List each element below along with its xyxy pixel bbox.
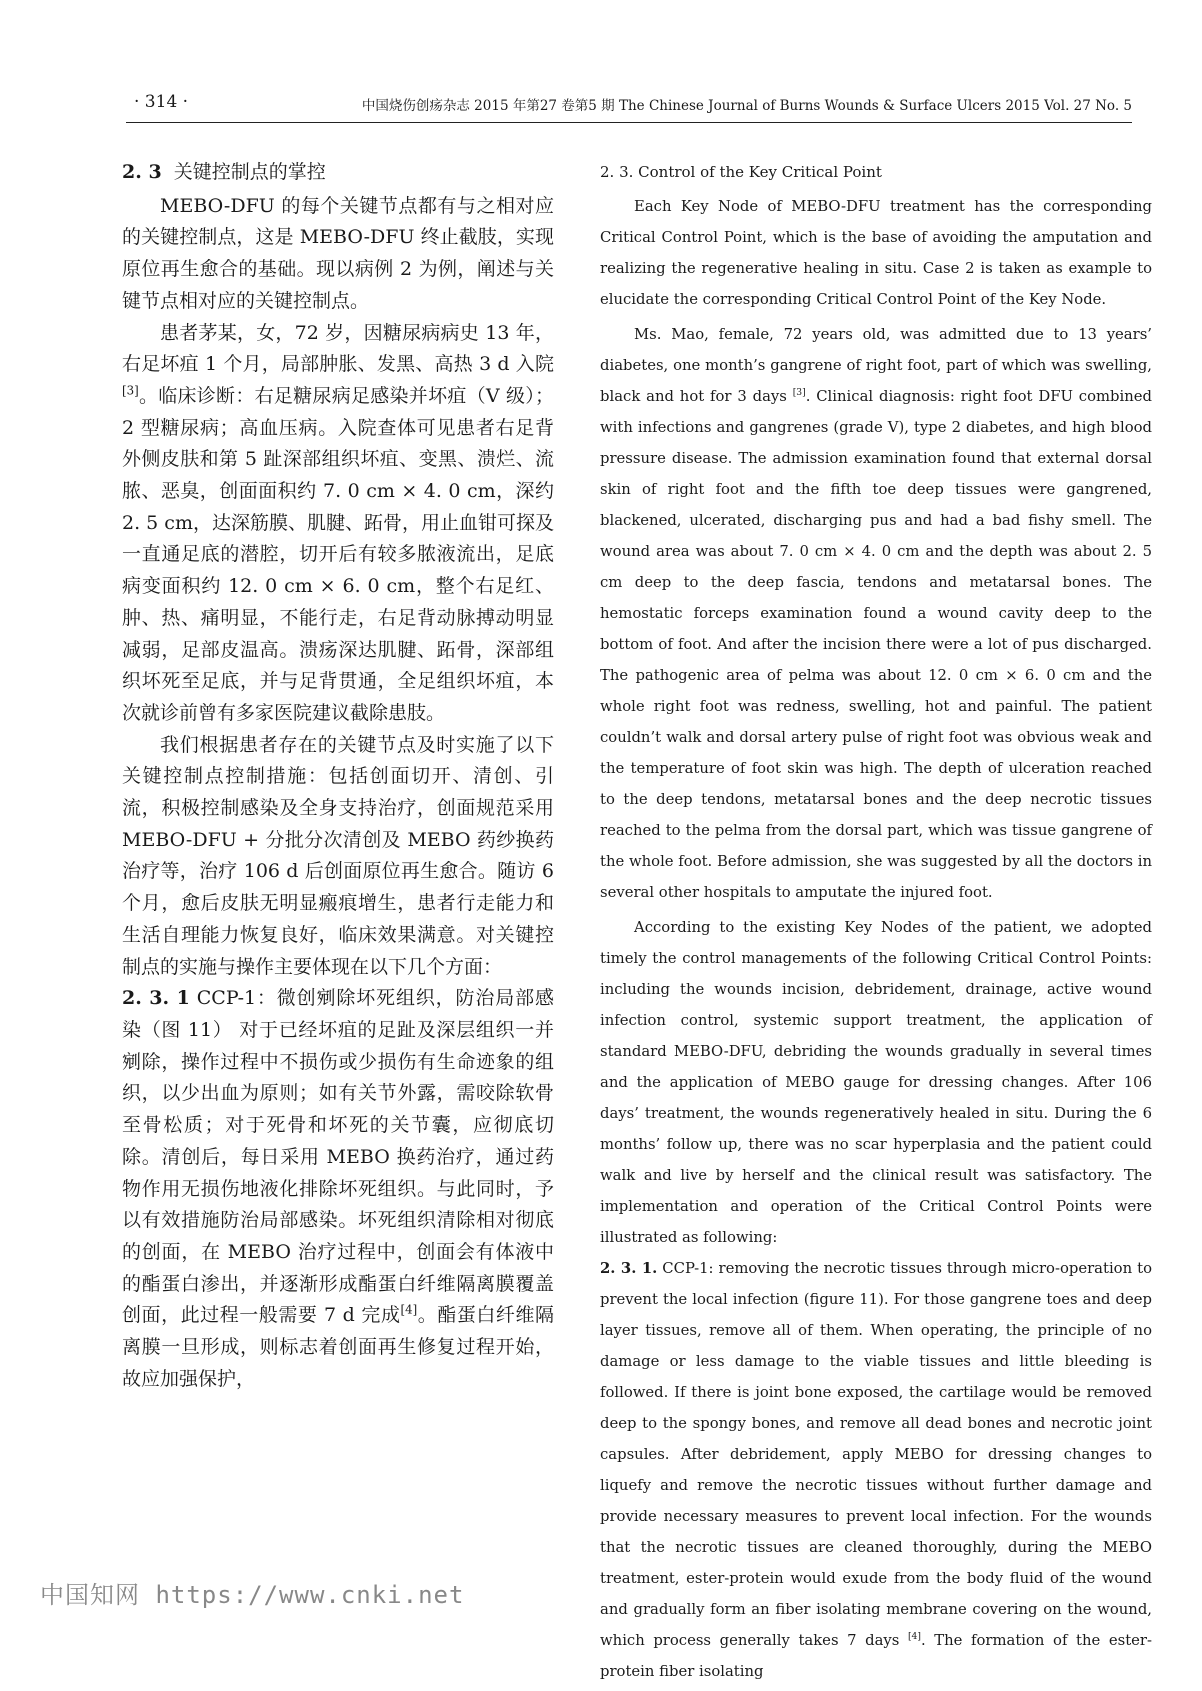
citation-ref: [4] <box>907 1631 921 1643</box>
english-column <box>600 157 1152 1691</box>
section-heading-cn <box>122 157 554 189</box>
paragraph-text: CCP-1：微创剜除坏死组织，防治局部感染（图 11） 对于已经坏疽的足趾及深层组织一并剜除，操作过程中不损伤或少损伤有生命迹象的组织，以少出血为原则；如有关节外露，需咬除软骨至骨松质；对于死骨和坏死的关节囊，应彻底切除。清创后，每日采用 MEBO 换药治疗，通过药物作用无损伤地液化排除坏死组织。与此同时，予以有效措施防治局部感染。坏死组织清除相对彻底的创面，在 MEBO 治疗过程中，创面会有体液中的酯蛋白渗出，并逐渐形成酯蛋白纤维隔离膜覆盖创面，此过程一般需要 7 d 完成 <box>122 987 554 1327</box>
paragraph-en-3: According to the existing Key Nodes of the patient, we adopted timely the control managements of the following Critical Control Points: including the wounds incision, debridement, drainage, active wound infection control, systemic support treatment, the application of standard MEBO-DFU, debriding the wounds gradually in several times and the application of MEBO gauge for dressing changes. After 106 days’ treatment, the wounds regeneratively healed in situ. During the 6 months’ follow up, there was no scar hyperplasia and the patient could walk and live by herself and the clinical result was satisfactory. The implementation and operation of the Critical Control Points were illustrated as following: <box>600 919 1152 1246</box>
subsection-number: 2. 3. 1 <box>122 987 190 1010</box>
paragraph-text: Ms. Mao, female, 72 years old, was admitted due to 13 years’ diabetes, one month’s gangrene of right foot, part of which was swelling, black and hot for 3 days <box>600 326 1152 405</box>
citation-ref: [3] <box>792 387 806 399</box>
paragraph-text: 。临床诊断：右足糖尿病足感染并坏疽（V 级）；2 型糖尿病；高血压病。入院查体可见患者右足背外侧皮肤和第 5 趾深部组织坏疽、变黑、溃烂、流脓、恶臭，创面面积约 7. 0 cm × 4. 0 cm，深约 2. 5 cm，达深筋膜、肌腱、跖骨，用止血钳可探及一直通足底的潜腔，切开后有较多脓液流出，足底病变面积约 12. 0 cm × 6. 0 cm，整个右足红、肿、热、痛明显，不能行走，右足背动脉搏动明显减弱，足部皮温高。溃疡深达肌腱、跖骨，深部组织坏死至足底，并与足背贯通，全足组织坏疽，本次就诊前曾有多家医院建议截除患肢。 <box>122 384 554 724</box>
section-title: 关键控制点的掌控 <box>173 161 326 183</box>
subsection-cn <box>122 983 554 1395</box>
paragraph-text: . The formation of the ester-protein fiber isolating <box>600 1632 1152 1680</box>
running-header <box>126 92 1132 123</box>
paragraph-cn-2 <box>122 318 554 730</box>
paragraph-text: 。酯蛋白纤维隔离膜一旦形成，则标志着创面再生修复过程开始，故应加强保护， <box>122 1304 554 1390</box>
paragraph-en-1: Each Key Node of MEBO-DFU treatment has the corresponding Critical Control Point, which is the base of avoiding the amputation and realizing the regenerative healing in situ. Case 2 is taken as example to elucidate the corresponding Critical Control Point of the Key Node. <box>600 198 1152 308</box>
paragraph-text: CCP-1: removing the necrotic tissues through micro-operation to prevent the local infection (figure 11). For those gangrene toes and deep layer tissues, remove all of them. When operating, the principle of no damage or less damage to the viable tissues and little bleeding is followed. If there is joint bone exposed, the cartilage would be removed deep to the spongy bones, and remove all dead bones and necrotic joint capsules. After debridement, apply MEBO for dressing changes to liquefy and remove the necrotic tissues without further damage and provide necessary measures to prevent local infection. For the wounds that the necrotic tissues are cleaned thoroughly, during the MEBO treatment, ester-protein would exude from the body fluid of the wound and gradually form an fiber isolating membrane covering on the wound, which process generally takes 7 days <box>600 1260 1152 1649</box>
citation-ref: [3] <box>122 383 139 398</box>
page-number: · 314 · <box>134 92 189 112</box>
chinese-column <box>122 157 554 1395</box>
paragraph-en-2 <box>600 319 1152 908</box>
journal-info: 中国烧伤创疡杂志 2015 年第27 卷第5 期 The Chinese Journal of Burns Wounds & Surface Ulcers 2015 Vol. 27 No. 5 <box>361 98 1132 114</box>
cnki-watermark: 中国知网 https://www.cnki.net <box>40 1581 465 1609</box>
section-number: 2. 3 <box>122 161 162 183</box>
paragraph-text: 患者茅某，女，72 岁，因糖尿病病史 13 年，右足坏疽 1 个月，局部肿胀、发黑、高热 3 d 入院 <box>122 321 554 376</box>
subsection-number: 2. 3. 1. <box>600 1260 658 1277</box>
citation-ref: [4] <box>400 1302 418 1317</box>
subsection-en <box>600 1253 1152 1687</box>
paragraph-cn-1: MEBO-DFU 的每个关键节点都有与之相对应的关键控制点，这是 MEBO-DFU 终止截肢，实现原位再生愈合的基础。现以病例 2 为例，阐述与关键节点相对应的关键控制点。 <box>122 194 554 312</box>
section-heading-en: 2. 3. Control of the Key Critical Point <box>600 163 882 181</box>
paragraph-text: . Clinical diagnosis: right foot DFU combined with infections and gangrenes (grade V), type 2 diabetes, and high blood pressure disease. The admission examination found that external dorsal skin of right foot and the fifth toe deep tissues were gangrened, blackened, ulcerated, discharging pus and had a bad fishy smell. The wound area was about 7. 0 cm × 4. 0 cm and the depth was about 2. 5 cm deep to the deep fascia, tendons and metatarsal bones. The hemostatic forceps examination found a wound cavity deep to the bottom of foot. And after the incision there were a lot of pus discharged. The pathogenic area of pelma was about 12. 0 cm × 6. 0 cm and the whole right foot was redness, swelling, hot and painful. The patient couldn’t walk and dorsal artery pulse of right foot was obvious weak and the temperature of foot skin was high. The depth of ulceration reached to the deep tendons, metatarsal bones and the deep necrotic tissues reached to the pelma from the dorsal part, which was tissue gangrene of the whole foot. Before admission, she was suggested by all the doctors in several other hospitals to amputate the injured foot. <box>600 388 1152 901</box>
paragraph-cn-3: 我们根据患者存在的关键节点及时实施了以下关键控制点控制措施：包括创面切开、清创、引流，积极控制感染及全身支持治疗，创面规范采用 MEBO-DFU + 分批分次清创及 MEBO 药纱换药治疗等，治疗 106 d 后创面原位再生愈合。随访 6 个月，愈后皮肤无明显瘢痕增生，患者行走能力和生活自理能力恢复良好，临床效果满意。对关键控制点的实施与操作主要体现在以下几个方面： <box>122 733 554 978</box>
